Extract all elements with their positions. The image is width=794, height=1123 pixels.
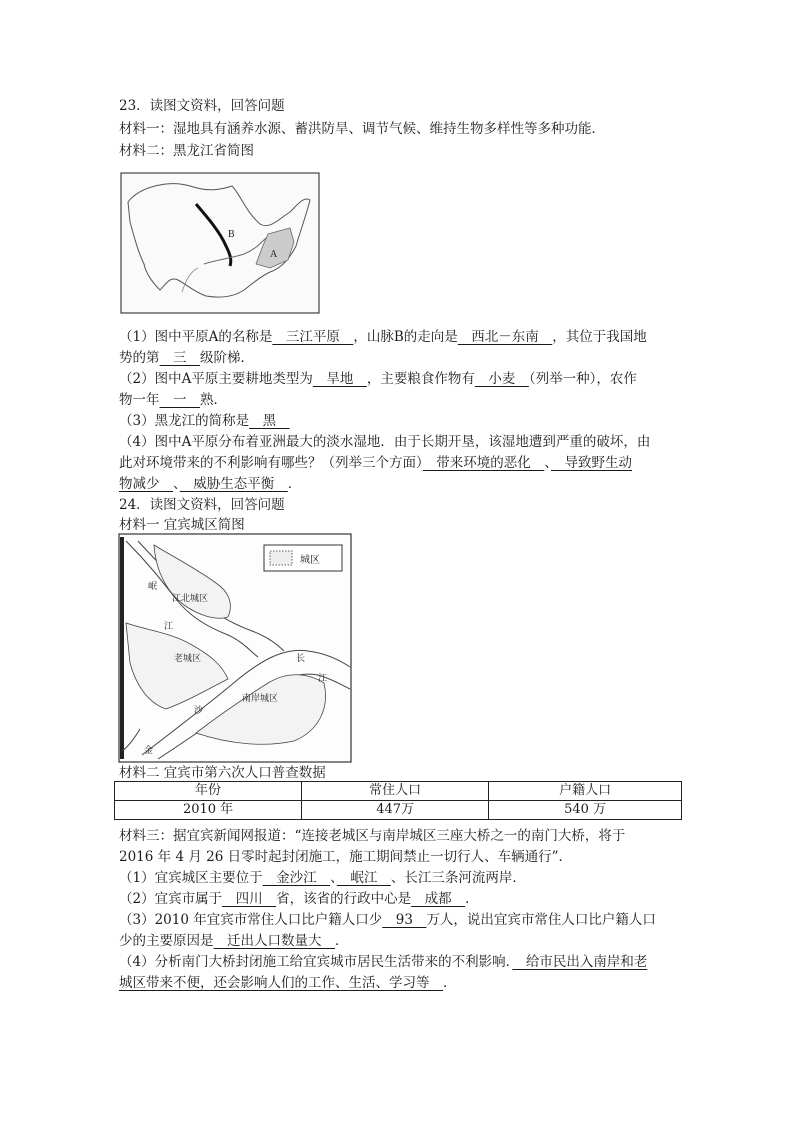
q24-material3-line2: 2016 年 4 月 26 日零时起封闭施工，施工期间禁止一切行人、车辆通行”． — [119, 849, 572, 865]
label-chang-2: 江 — [318, 673, 328, 683]
answer-blank: 三 — [159, 350, 200, 366]
label-nanan: 南岸城区 — [242, 693, 279, 703]
q24-q4-line1: （4）分析南门大桥封闭施工给宜宾城市居民生活带来的不利影响． 给市民出入南岸和老 — [119, 954, 648, 970]
answer-blank: 城区带来不便，还会影响人们的工作、生活、学习等 — [119, 975, 443, 991]
q24-q2: （2）宜宾市属于 四川 省，该省的行政中心是 成都 ． — [119, 891, 479, 907]
q23-q1-line2: 势的第 三 级阶梯． — [119, 350, 254, 366]
label-min-2: 江 — [164, 621, 174, 631]
table-cell: 447万 — [302, 801, 489, 820]
label-jin-2: 金 — [144, 745, 154, 755]
header-cell: 户籍人口 — [489, 782, 682, 801]
heilongjiang-map — [120, 172, 320, 314]
q23-q1-line1: （1）图中平原A的名称是 三江平原 ，山脉B的走向是 西北－东南 ，其位于我国地 — [119, 329, 647, 345]
q24-material2: 材料二 宜宾市第六次人口普查数据 — [119, 765, 326, 781]
q23-material2: 材料二：黑龙江省简图 — [119, 143, 254, 159]
legend-label: 城区 — [300, 555, 320, 566]
answer-blank: 威胁生态平衡 — [179, 476, 288, 492]
map1-label-a: A — [270, 249, 278, 260]
answer-blank: 成都 — [411, 891, 466, 907]
q23-q4-line1: （4）图中A平原分布着亚洲最大的淡水湿地．由于长期开垦，该湿地遭到严重的破坏，由 — [119, 434, 651, 450]
yibin-map — [118, 533, 352, 763]
label-jin-1: 沙 — [194, 705, 204, 715]
label-min-1: 岷 — [148, 581, 158, 591]
header-cell: 年份 — [115, 782, 302, 801]
answer-blank: 93 — [382, 912, 427, 928]
answer-blank: 黑 — [249, 413, 290, 429]
answer-blank: 迁出人口数量大 — [213, 933, 335, 949]
label-jiangbei: 江北城区 — [172, 593, 209, 603]
answer-blank: 西北－东南 — [457, 329, 553, 345]
table-header-row — [115, 782, 682, 801]
answer-blank: 物减少 — [119, 476, 173, 492]
table-cell: 540 万 — [489, 801, 682, 820]
label-laocheng: 老城区 — [174, 653, 202, 663]
map1-label-b: B — [228, 229, 235, 240]
answer-blank: 金沙江 — [262, 870, 331, 886]
header-cell: 常住人口 — [302, 782, 489, 801]
answer-blank: 给市民出入南岸和老 — [512, 954, 648, 970]
answer-blank: 小麦 — [474, 371, 529, 387]
q23-q2-line2: 物一年 一 熟． — [119, 392, 227, 408]
q24-title: 24．读图文资料，回答问题 — [119, 497, 285, 513]
q24-material3-line1: 材料三：据宜宾新闻网报道：“连接老城区与南岸城区三座大桥之一的南门大桥，将于 — [119, 828, 626, 844]
q23-q4-line2: 此对环境带来的不利影响有哪些？（列举三个方面） 带来环境的恶化 、 导致野生动 — [119, 455, 632, 471]
q23-q2-line1: （2）图中A平原主要耕地类型为 旱地 ，主要粮食作物有 小麦 （列举一种），农作 — [119, 371, 637, 387]
census-table — [114, 781, 682, 820]
q24-q3-line2: 少的主要原因是 迁出人口数量大 ． — [119, 933, 349, 949]
q24-material1: 材料一 宜宾城区简图 — [119, 517, 245, 533]
label-chang-1: 长 — [296, 653, 306, 663]
answer-blank: 三江平原 — [272, 329, 354, 345]
q23-material1: 材料一：湿地具有涵养水源、蓄洪防旱、调节气候、维持生物多样性等多种功能． — [119, 121, 605, 137]
q23-title: 23．读图文资料，回答问题 — [119, 98, 285, 114]
answer-blank: 导致野生动 — [551, 455, 632, 471]
answer-blank: 带来环境的恶化 — [422, 455, 545, 471]
q24-q4-line2: 城区带来不便，还会影响人们的工作、生活、学习等 ． — [119, 975, 457, 991]
q24-q1: （1）宜宾城区主要位于 金沙江 、 岷江 、长江三条河流两岸． — [119, 870, 526, 886]
answer-blank: 一 — [159, 392, 200, 408]
q24-q3-line1: （3）2010 年宜宾市常住人口比户籍人口少 93 万人，说出宜宾市常住人口比户籍人口 — [119, 912, 656, 928]
answer-blank: 岷江 — [336, 870, 391, 886]
q23-q3: （3）黑龙江的简称是 黑 — [119, 413, 290, 429]
answer-blank: 旱地 — [312, 371, 367, 387]
table-cell: 2010 年 — [115, 801, 302, 820]
answer-blank: 四川 — [222, 891, 277, 907]
q23-q4-line3: 物减少 、 威胁生态平衡 ． — [119, 476, 302, 492]
table-row — [115, 801, 682, 820]
